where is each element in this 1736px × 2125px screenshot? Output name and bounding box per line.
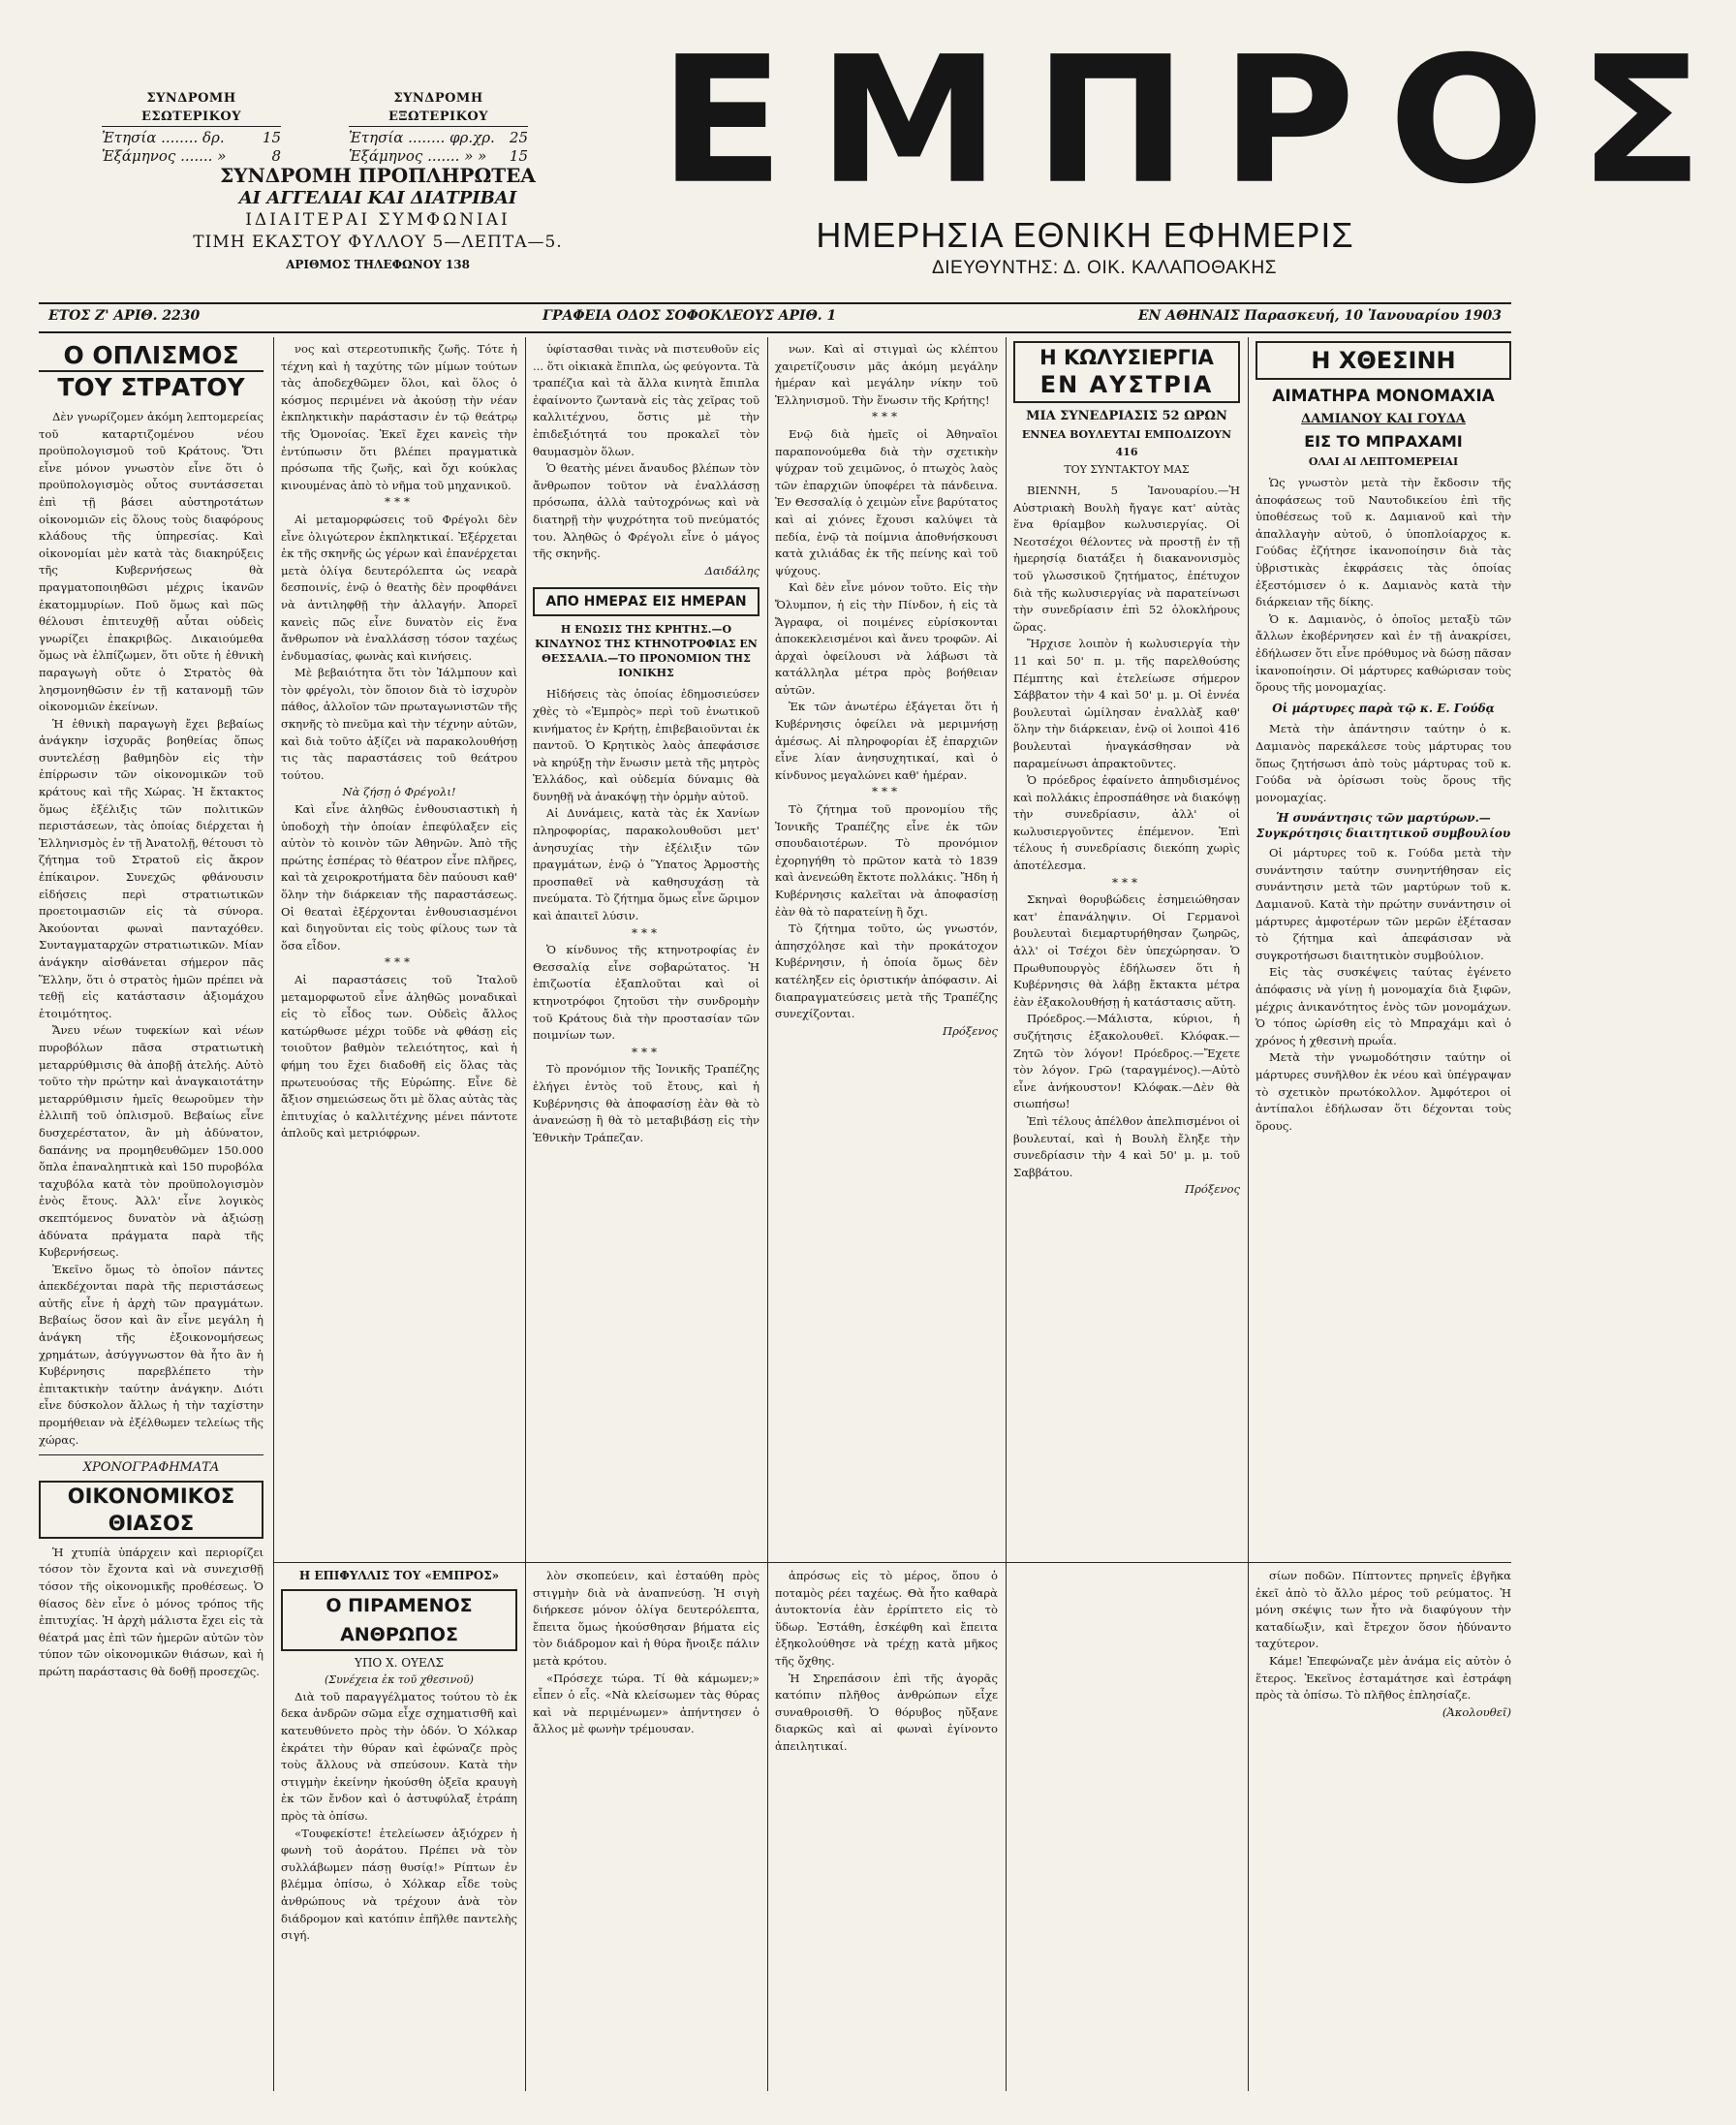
paragraph: Ενῷ διὰ ἡμεῖς οἱ Ἀθηναῖοι παραπονούμεθα διὰ τὴν σχετικὴν ψύχραν τοῦ χειμῶνος, ὁ πτωχὸς λαὸς τῶν ἐπαρχιῶν ὑποφέρει τὰ πάνδεινα. Ἐν Θεσσαλίᾳ ὁ χειμὼν εἶνε βαρύτατος καὶ αἱ χιόνες ἔχουσι καλύψει τὰ πεδία, ἐνῷ τὰ ποίμνια ἀποθνήσκουσι κατὰ χιλιάδας ἐκ τῆς πείνης καὶ τοῦ ψύχους. xyxy=(775,426,998,578)
paragraph: Ηἰδήσεις τὰς ὁποίας ἐδημοσιεύσεν χθὲς τὸ «Ἐμπρὸς» περὶ τοῦ ἐνωτικοῦ κινήματος ἐν Κρήτῃ, ἐπιβεβαιοῦνται ἐκ παντοῦ. Ὁ Κρητικὸς λαὸς ἀπεφάσισε νὰ κηρύξῃ τὴν ἕνωσιν μετὰ τῆς μητρὸς Ἑλλάδος, καὶ οὐδεμία δύναμις θὰ δυνηθῇ νὰ ἀνακόψῃ τὴν ὁρμὴν αὐτοῦ. xyxy=(533,687,760,803)
paragraph: Οἱ μάρτυρες τοῦ κ. Γούδα μετὰ τὴν συνάντησιν ταύτην συνηντήθησαν εἰς συνάντησιν μετὰ τῶν μαρτύρων τοῦ κ. Δαμιανοῦ. Κατὰ τὴν πρώτην συνάντησιν οἱ μάρτυρες ἀμφοτέρων τῶν μερῶν ἐξέτασαν τὸ ζήτημα καὶ ἀπεφάσισαν νὰ συγκροτήσωσι διαιτητικὸν συμβούλιον. xyxy=(1256,846,1511,962)
article-subtitle-duel: ΑΙΜΑΤΗΡΑ ΜΟΝΟΜΑΧΙΑ xyxy=(1272,387,1495,406)
paragraph: Τὸ ζήτημα τοῦ προνομίου τῆς Ἰονικῆς Τραπέζης εἶνε ἐκ τῶν σπουδαιοτέρων. Τὸ προνόμιον ἐχορηγήθη τὸ πρῶτον κατὰ τὸ 1839 καὶ ἀνενεώθη ἔκτοτε πολλάκις. Ἤδη ἡ Κυβέρνησις καλεῖται νὰ ἀποφασίσῃ ἐὰν θὰ τὸ παρατείνῃ ἢ ὄχι. xyxy=(775,802,998,919)
subhead: Οἱ μάρτυρες παρὰ τῷ κ. Ε. Γούδᾳ xyxy=(1272,701,1495,715)
director-line: ΔΙΕΥΘΥΝΤΗΣ: Δ. ΟΙΚ. ΚΑΛΑΠΟΘΑΚΗΣ xyxy=(932,258,1277,278)
column-3-feuilleton xyxy=(533,1568,760,2091)
column-divider xyxy=(273,337,274,2091)
paragraph: «Πρόσεχε τώρα. Τί θὰ κάμωμεν;» εἶπεν ὁ εἷς. «Νὰ κλείσωμεν τὰς θύρας καὶ νὰ περιμένωμεν» ἀπήντησεν ὁ ἄλλος μὲ φωνὴν τρέμουσαν. xyxy=(533,1671,760,1736)
prepaid-note: ΣΥΝΔΡΟΜΗ ΠΡΟΠΛΗΡΩΤΕΑ xyxy=(220,164,536,187)
signature: (Ἀκολουθεῖ) xyxy=(1442,1704,1511,1719)
subscription-foreign-heading: ΣΥΝΔΡΟΜΗ ΕΞΩΤΕΡΙΚΟΥ xyxy=(349,89,528,127)
paragraph: Καὶ εἶνε ἀληθῶς ἐνθουσιαστικὴ ἡ ὑποδοχὴ τὴν ὁποίαν ἐπεφύλαξεν εἰς αὐτὸν τὸ κοινὸν τῶν Ἀθηνῶν. Ἀπὸ τῆς πρώτης ἑσπέρας τὸ θέατρον εἶνε πλῆρες, καὶ τὰ χειροκροτήματα δὲν παύουσι καθ' ὅλην τὴν διάρκειαν τῆς παραστάσεως. Οἱ θεαταὶ ἐξέρχονται ἐνθουσιασμένοι καὶ διηγοῦνται εἰς τοὺς φίλους των τὰ ὅσα εἶδον. xyxy=(281,802,517,953)
column-divider xyxy=(1006,337,1007,2091)
novel-author: ΥΠΟ Χ. ΟΥΕΛΣ xyxy=(355,1655,444,1670)
masthead-rule-top xyxy=(39,302,1511,304)
paragraph: Ἄνευ νέων τυφεκίων καὶ νέων πυροβόλων πᾶσα στρατιωτικὴ μεταρρύθμισις θὰ ἀποβῇ ἀτελής. Αὐτὸ τοῦτο τὴν πρώτην καὶ ἀναγκαιοτάτην μεταρρύθμισιν ἡμεῖς θεωροῦμεν τὴν ἐλλιπῆ τοῦ ὁπλισμοῦ. Βεβαίως εἶνε δυσχερέστατον, ἂν μὴ ἀδύνατον, δαπάνης να προμηθευθῶμεν 150.000 ὅπλα ἐπαναληπτικὰ καὶ 150 πυροβόλα ταχυβόλα κατὰ τὸν προϋπολογισμὸν ἑνὸς ἔτους. Ἀλλ' εἶνε λογικὸς σκεπτόμενος δυνατὸν νὰ ἀξιώσῃ ἀδύνατα πράγματα παρὰ τῆς Κυβερνήσεως. xyxy=(39,1023,264,1260)
newspaper-logo: ΕΜΠΡΟΣ xyxy=(659,18,1736,223)
paragraph: Τὸ προνόμιον τῆς Ἰονικῆς Τραπέζης ἐλήγει ἐντὸς τοῦ ἔτους, καὶ ἡ Κυβέρνησις θὰ ἀποφασίσῃ ἐὰν θὰ τὸ ἀνανεώσῃ ἢ θὰ τὸ μεταβιβάσῃ εἰς τὴν Ἐθνικὴν Τράπεζαν. xyxy=(533,1062,760,1144)
paragraph: Πρόεδρος.—Μάλιστα, κύριοι, ἡ συζήτησις ἐξακολουθεῖ. Κλόφακ.—Ζητῶ τὸν λόγον! Πρόεδρος.—Ἔχετε τὸν λόγον. Γρῶ (ταραγμένος).—Αὐτὸ εἶνε ἀνήκουστον! Κλόφακ.—Δὲν θὰ σιωπήσω! xyxy=(1013,1012,1240,1111)
column-3-top xyxy=(533,341,760,1557)
section-stars: *** xyxy=(385,495,414,510)
paragraph: Διὰ τοῦ παραγγέλματος τούτου τὸ ἐκ δεκα ἀνδρῶν σῶμα εἶχε σχηματισθῆ καὶ κατευθύνετο πρὸς τὴν ὁδόν. Ὁ Χόλκαρ ἐκράτει τὴν θύραν καὶ ἐφώναζε πρὸς τοὺς ἄλλους νὰ σπεύσουν. Κατὰ τὴν στιγμὴν ἐκείνην ἠκούσθη ὀξεῖα κραυγὴ ἐκ τῶν ἔνδον καὶ ὁ ἀστυφύλαξ ἐτράπη πρὸς τὰ ὀπίσω. xyxy=(281,1689,517,1823)
section-stars: *** xyxy=(872,410,901,424)
column-1 xyxy=(39,341,264,2085)
paragraph: Ἡ ἐθνικὴ παραγωγὴ ἔχει βεβαίως ἀνάγκην ἰσχυρᾶς βοηθείας ὅπως συντελέσῃ βαθμηδὸν εἰς τὴν ἐπίρρωσιν τῶν οἰκονομικῶν τοῦ κράτους καὶ τῆς Χώρας. Ἡ ἔκτακτος ὅμως ἐξέλιξις τῶν πολιτικῶν περιστάσεων, τὰς ὁποίας διέρχεται ἡ Ἑλληνισμὸς ἐν τῇ Ἀνατολῇ, θέτουσι τὸ ζήτημα τοῦ Στρατοῦ εἰς ἄκρον ἐπίκαιρον. Συνεχῶς φθάνουσιν εἰδήσεις περὶ στρατιωτικῶν προετοιμασιῶν εἰς τὰ σύνορα. Ἀκούονται φωναὶ πανταχόθεν. Συνταγματαρχῶν στρατιωτικῶν. Μίαν ἀνάγκην αἰσθάνεται σήμερον πᾶς Ἕλλην, ὅτι ὁ στρατὸς ἡμῶν πρέπει νὰ τεθῇ εἰς κατάστασιν ἀξιομάχου ἑτοιμότητος. xyxy=(39,716,264,1020)
paragraph: Μετὰ τὴν ἀπάντησιν ταύτην ὁ κ. Δαμιανὸς παρεκάλεσε τοὺς μάρτυρας του ὅπως ζητήσωσι ἀπὸ τοὺς μάρτυρας τοῦ κ. Γούδα νὰ ὁρίσωσι τοὺς ὅρους τῆς μονομαχίας. xyxy=(1256,722,1511,804)
paragraph: Εἰς τὰς συσκέψεις ταύτας ἐγένετο ἀπόφασις νὰ γίνῃ ἡ μονομαχία διὰ ξιφῶν, μέχρις ἀνικανότητος ἑνὸς τῶν μονομάχων. Ὁ τόπος ὡρίσθη εἰς τὸ Μπραχάμι καὶ ὁ χρόνος ἡ χθεσινὴ πρωΐα. xyxy=(1256,965,1511,1047)
column-divider xyxy=(525,337,526,2091)
paragraph: Κάμε! Ἐπεφώναζε μὲν ἀνάμα εἰς αὐτὸν ὁ ἕτερος. Ἐκεῖνος ἐσταμάτησε καὶ ἐστράφη πρὸς τὰ ὀπίσω. Τὸ πλῆθος ἐπλησίαζε. xyxy=(1256,1653,1511,1703)
headline-box xyxy=(1256,341,1511,380)
paragraph: νων. Καὶ αἱ στιγμαὶ ὡς κλέπτου χαιρετίζουσιν μᾶς ἀκόμη μεγάλην ἡμέραν καὶ μεγάλην νίκην τοῦ Ἑλληνισμοῦ. Τὴν ἕνωσιν τῆς Κρήτης! xyxy=(775,342,998,407)
subhead: ΕΝΝΕΑ ΒΟΥΛΕΥΤΑΙ ΕΜΠΟΔΙΖΟΥΝ 416 xyxy=(1021,428,1232,458)
article-subtitle-filibuster: ΕΝ ΑΥΣΤΡΙΑ xyxy=(1039,371,1214,398)
feuilleton-rule xyxy=(273,1562,1511,1563)
column-subheads: Η ΕΝΩΣΙΣ ΤΗΣ ΚΡΗΤΗΣ.—Ο ΚΙΝΔΥΝΟΣ ΤΗΣ ΚΤΗΝΟΤΡΟΦΙΑΣ ΕΝ ΘΕΣΣΑΛΙΑ.—ΤΟ ΠΡΟΝΟΜΙΟΝ ΤΗΣ ΙΟΝΙΚΗΣ xyxy=(535,623,758,680)
paragraph: Ἐκ τῶν ἀνωτέρω ἐξάγεται ὅτι ἡ Κυβέρνησις ὀφείλει νὰ μεριμνήσῃ ἀμέσως. Αἱ πληροφορίαι ἐξ ἐπαρχιῶν εἶνε λίαν ἀνησυχητικαί, καὶ ὁ κίνδυνος μεγαλώνει καθ' ἡμέραν. xyxy=(775,700,998,782)
article-title-duel: Η ΧΘΕΣΙΝΗ xyxy=(1311,347,1456,374)
article-subtitle-armament: ΤΟΥ ΣΤΡΑΤΟΥ xyxy=(57,373,245,401)
paragraph: Ὁ θεατὴς μένει ἄναυδος βλέπων τὸν ἄνθρωπον τοῦτον νὰ ἐναλλάσσῃ πρόσωπα, ἀλλὰ ταὐτοχρόνως καὶ νὰ διατηρῇ τὴν ψυχρότητα τοῦ πνεύματός του. Ἀληθῶς ὁ Φρέγολι εἶνε ὁ μάγος τῆς σκηνῆς. xyxy=(533,461,760,561)
section-stars: *** xyxy=(632,925,661,940)
paragraph: σίων ποδῶν. Πίπτοντες πρηνεῖς ἐβγῆκα ἐκεῖ ἀπὸ τὸ ἄλλο μέρος τοῦ ρεύματος. Ἡ μόνη σκέψις των ἦτο νὰ διαφύγουν τὴν καταδίωξιν, καὶ ἔτρεχον ὅσον ἠδύναντο ταχύτερον. xyxy=(1256,1569,1511,1651)
paragraph: Καὶ δὲν εἶνε μόνον τοῦτο. Εἰς τὴν Ὄλυμπον, ἡ εἰς τὴν Πίνδον, ἡ εἰς τὰ Ἄγραφα, οἱ ποιμένες εὑρίσκονται ἀποκεκλεισμένοι καὶ ἄνευ τροφῶν. Αἱ ἀρχαὶ ὀφείλουσι νὰ λάβωσι τὰ κατάλληλα μέτρα πρὸς βοήθειαν αὐτῶν. xyxy=(775,580,998,697)
novel-note: (Συνέχεια ἐκ τοῦ χθεσινοῦ) xyxy=(325,1673,474,1687)
special-note: ΙΔΙΑΙΤΕΡΑΙ ΣΥΜΦΩΝΙΑΙ xyxy=(245,210,511,230)
subhead: ΟΛΑΙ ΑΙ ΛΕΠΤΟΜΕΡΕΙΑΙ xyxy=(1308,455,1459,468)
column-box xyxy=(533,587,760,616)
novel-title: Ο ΠΙΡΑΜΕΝΟΣ ΑΝΘΡΩΠΟΣ xyxy=(281,1589,517,1651)
subhead: ΕΙΣ ΤΟ ΜΠΡΑΧΑΜΙ xyxy=(1304,432,1463,451)
paragraph: «Τουφεκίστε! ἐτελείωσεν ἀξιόχρεν ἡ φωνὴ τοῦ ἀοράτου. Πρέπει νὰ τὸν συλλάβωμεν πάσῃ θυσίᾳ!» Ρίπτων ἐν βλέμμα ὀπίσω, ὁ Χόλκαρ εἶδε τοὺς ἀνθρώπους νὰ τρέχουν ἀνὰ τὸν διάδρομον καὶ κατόπιν ἐπῆλθε παντελὴς σιγή. xyxy=(281,1826,517,1943)
column-divider xyxy=(767,337,768,2091)
subhead: ΔΑΜΙΑΝΟΥ ΚΑΙ ΓΟΥΔΑ xyxy=(1301,412,1466,426)
paragraph: Ὁ πρόεδρος ἐφαίνετο ἀπηυδισμένος καὶ πολλάκις ἐπροσπάθησε νὰ διακόψῃ τὴν συνεδρίασιν, ἀλλ' οἱ κωλυσιεργοῦντες ἐπέμενον. Ἐπὶ τέλους ἡ συνεδρίασις διεκόπη χωρὶς ἀποτέλεσμα. xyxy=(1013,773,1240,873)
section-stars: *** xyxy=(632,1045,661,1059)
section-stars: *** xyxy=(385,955,414,970)
paragraph: ΒΙΕΝΝΗ, 5 Ἰανουαρίου.—Ἡ Αὐστριακὴ Βουλὴ ἤγαγε κατ' αὐτὰς ἕνα θρίαμβον κωλυσιεργίας. Οἱ Νεοτσέχοι θέλοντες νὰ προστῇ ἐν τῇ ἡμερησίᾳ διατάξει ἡ διακανονισμὸς τοῦ γλωσσικοῦ ζητήματος, ἐπέτυχον διὰ τῆς κωλυσιεργίας νὰ παρατείνωσι τὴν συνεδρίασιν ἐπὶ 52 ὁλοκλήρους ὥρας. xyxy=(1013,484,1240,634)
feuilleton-label: Η ΕΠΙΦΥΛΛΙΣ ΤΟΥ «ΕΜΠΡΟΣ» xyxy=(298,1569,500,1582)
column-4-top xyxy=(775,341,998,1557)
paragraph: Μὲ βεβαιότητα ὅτι τὸν Ἰάλμπουν καὶ τὸν φρέγολι, τὸν ὅποιον διὰ τὸ ἰσχυρὸν πάθος, ἀλλοῖον τῶν πρωταγωνιστῶν τῆς σκηνῆς τὸ πνεῦμα καὶ τὴν τέχνην αὐτῶν, καὶ διὰ τοῦτο ἀξίζει νὰ παρακολουθήσῃ τις τὰς παραστάσεις τοῦ θεάτρου τούτου. xyxy=(281,666,517,782)
subscription-foreign: ΣΥΝΔΡΟΜΗ ΕΞΩΤΕΡΙΚΟΥ Ἐτησία ........ φρ.χρ. 25 Ἑξάμηνος ....... » » 15 xyxy=(349,91,528,165)
column-6-top xyxy=(1256,341,1511,1557)
section-chronicles: ΧΡΟΝΟΓΡΑΦΗΜΑΤΑ xyxy=(39,1454,264,1477)
masthead-info xyxy=(145,165,610,276)
paragraph: Σκηναὶ θορυβώδεις ἐσημειώθησαν κατ' ἐπανάληψιν. Οἱ Γερμανοὶ βουλευταὶ διεμαρτυρήθησαν ζωηρῶς, ἀλλ' οἱ Τσέχοι δὲν ὑπεχώρησαν. Ὁ Πρωθυπουργὸς ἐδήλωσεν ὅτι ἡ Κυβέρνησις θὰ λάβῃ ἔκτακτα μέτρα ἐὰν ἐξακολουθήσῃ ἡ κατάστασις αὕτη. xyxy=(1013,892,1240,1009)
paragraph: ἀπρόσως εἰς τὸ μέρος, ὅπου ὁ ποταμὸς ρέει ταχέως. Θὰ ἦτο καθαρὰ ἀυτοκτονία ἐὰν ἐρρίπτετο εἰς τὸ ὕδωρ. Ἐστάθη, ἐσκέφθη καὶ ἔπειτα ἐξηκολούθησε νὰ τρέχῃ κατὰ μῆκος τῆς ὄχθης. xyxy=(775,1569,998,1668)
subhead: ΜΙΑ ΣΥΝΕΔΡΙΑΣΙΣ 52 ΩΡΩΝ xyxy=(1026,409,1227,423)
article-title-armament: Ο ΟΠΛΙΣΜΟΣ xyxy=(39,341,264,372)
paragraph: Αἱ παραστάσεις τοῦ Ἰταλοῦ μεταμορφωτοῦ εἶνε ἀληθῶς μοναδικαὶ εἰς τὸ εἶδος των. Οὐδεὶς ἄλλος κατώρθωσε μέχρι τοῦδε νὰ φθάσῃ εἰς τοιοῦτον βαθμὸν τελειότητος, καὶ ἡ φήμη του ἔχει διαδοθῆ εἰς ὅλας τὰς πρωτευούσας τῆς Εὐρώπης. Εἶνε δὲ ἄξιον σημειώσεως ὅτι μὲ ὅλας αὐτὰς τὰς ἐπιτυχίας ὁ καλλιτέχνης μένει πάντοτε ἁπλοῦς καὶ μετριόφρων. xyxy=(281,972,517,1141)
paragraph: λὸν σκοπεύειν, καὶ ἐσταύθη πρὸς στιγμὴν διὰ νὰ ἀναπνεύσῃ. Ἡ σιγὴ διήρκεσε μόνον ὀλίγα δευτερόλεπτα, ἔπειτα ὅμως ἠκούσθησαν βήματα εἰς τὸν διάδρομον καὶ ἡ θύρα ἤνοιξε πάλιν μετὰ κρότου. xyxy=(533,1569,760,1668)
column-title-day-to-day: ΑΠΟ ΗΜΕΡΑΣ ΕΙΣ ΗΜΕΡΑΝ xyxy=(545,594,747,610)
paragraph: Μετὰ τὴν γνωμοδότησιν ταύτην οἱ μάρτυρες συνῆλθον ἐκ νέου καὶ ὑπέγραψαν τὸ σχετικὸν πρωτόκολλον. Ἀμφότεροι οἱ ἀντίπαλοι ἐδήλωσαν ὅτι δέχονται τοὺς ὅρους. xyxy=(1256,1050,1511,1133)
subhead: Ἡ συνάντησις τῶν μαρτύρων.—Συγκρότησις διαιτητικοῦ συμβουλίου xyxy=(1256,811,1511,841)
paragraph: ὑφίστασθαι τινὰς νὰ πιστευθοῦν εἰς ... ὅτι οἰκιακὰ ἔπιπλα, ὡς φεύγοντα. Τὰ τραπέζια καὶ τὰ ἄλλα κινητὰ ἔπιπλα ἐφαίνοντο ζωντανὰ εἰς τὰς χεῖρας τοῦ καλλιτέχνου, ὅστις μὲ τὴν ἐπιδεξιότητά του προκαλεῖ τὸν θαυμασμὸν ὅλων. xyxy=(533,342,760,458)
masthead-rule-bottom xyxy=(39,331,1511,333)
column-5-top xyxy=(1013,341,1240,1557)
paragraph: Ἤρχισε λοιπὸν ἡ κωλυσιεργία τὴν 11 καὶ 50' π. μ. τῆς παρελθούσης Πέμπτης καὶ ἐτελείωσε σήμερον Σάββατον τὴν 4 καὶ 50' μ. μ. Οἱ ἐννέα βουλευταὶ ὡμίλησαν ἐναλλὰξ καθ' ὅλην τὴν διάρκειαν, ἐνῷ οἱ λοιποὶ 416 βουλευταὶ ἠναγκάσθησαν νὰ παραμείνωσι ἀπρακτοῦντες. xyxy=(1013,637,1240,770)
ads-note: ΑΙ ΑΓΓΕΛΙΑΙ ΚΑΙ ΔΙΑΤΡΙΒΑΙ xyxy=(238,188,517,208)
newspaper-subtitle: ΗΜΕΡΗΣΙΑ ΕΘΝΙΚΗ ΕΦΗΜΕΡΙΣ xyxy=(816,215,1354,255)
paragraph: Ἡ χτυπίὰ ὑπάρχειν καὶ περιορίζει τόσον τὸν ἔχοντα καὶ νὰ συνεχισθῇ τόσον τῆς οἰκονομικῆς προθέσεως. Ὁ θίασος δὲν εἶνε ὁ μόνος τρόπος τῆς ἐπιτυχίας. Ἡ ἀρχὴ μάλιστα ἔχει εἰς τὰ θέατρά μας ἐπὶ τῶν ἡμερῶν αὐτῶν τὸν τύπον τῶν οἰκονομικῶν θιάσων, καὶ ἡ πρώτη παράστασις θὰ δοθῇ προσεχῶς. xyxy=(39,1545,264,1678)
paragraph: Ἐκεῖνο ὅμως τὸ ὁποῖον πάντες ἀπεκδέχονται παρὰ τῆς περιστάσεως αὐτῆς εἶνε ἡ ἀρχὴ τῶν πραγμάτων. Βεβαίως ὅσον καὶ ἂν εἶνε μεγάλη ἡ ἀνάγκη τῆς ἐξοικονομήσεως χρημάτων, ἀσύγγνωστον θὰ ἦτο ἂν ἡ Κυβέρνησις παρεβλέπετο τὴν ἐπιτακτικὴν ταύτην ἀνάγκην. Διότι εἶνε δύσκολον ἄλλως ἡ τὴν ταχίστην προμήθειαν νὰ ἐξέλθωμεν τελείως τῆς χώρας. xyxy=(39,1262,264,1447)
column-divider xyxy=(1248,337,1249,2091)
signature: Πρόξενος xyxy=(942,1023,998,1038)
phone-note: ΑΡΙΘΜΟΣ ΤΗΛΕΦΩΝΟΥ 138 xyxy=(286,258,470,271)
signature: Πρόξενος xyxy=(1184,1182,1240,1197)
dateline xyxy=(39,308,1511,329)
paragraph: Αἱ Δυνάμεις, κατὰ τὰς ἐκ Χανίων πληροφορίας, παρακολουθοῦσι μετ' ἀνησυχίας τὴν ἐξέλιξιν τῶν πραγμάτων, ἐνῷ ὁ Ὕπατος Ἁρμοστὴς προσπαθεῖ νὰ καθησυχάσῃ τὰ πνεύματα. Τὸ ζήτημα ὅμως εἶνε ὥριμον καὶ ἀπαιτεῖ λύσιν. xyxy=(533,806,760,923)
paragraph: Ὡς γνωστὸν μετὰ τὴν ἔκδοσιν τῆς ἀποφάσεως τοῦ Ναυτοδικείου ἐπὶ τῆς ὑποθέσεως τοῦ κ. Δαμιανοῦ καὶ τὴν ἀπαλλαγὴν αὐτοῦ, ὁ ὑποπλοίαρχος κ. Γούδας ἐζήτησε ἱκανοποίησιν διὰ τὰς ὑβριστικὰς ἐκφράσεις τὰς ὁποίας ἐξεστόμισεν ὁ κ. Δαμιανὸς κατὰ τὴν διάρκειαν τῆς δίκης. xyxy=(1256,476,1511,609)
paragraph: Ἡ Σηρεπάσοιν ἐπὶ τῆς ἀγορᾶς κατόπιν πλῆθος ἀνθρώπων εἶχε συναθροισθῆ. Ὁ θόρυβος ηὔξανε διαρκῶς καὶ αἱ φωναὶ ἐγίνοντο ἀπειλητικαί. xyxy=(775,1671,998,1753)
section-stars: *** xyxy=(1112,875,1141,890)
article-title-economic-troupe: ΟΙΚΟΝΟΜΙΚΟΣ ΘΙΑΣΟΣ xyxy=(39,1481,264,1539)
paragraph: Ἐπὶ τέλους ἀπέλθον ἀπελπισμένοι οἱ βουλευταί, καὶ ἡ Βουλὴ ἔληξε τὴν συνεδρίασιν τὴν 4 καὶ 50' μ. μ. τοῦ Σαββάτου. xyxy=(1013,1113,1240,1179)
paragraph: Ὁ κ. Δαμιανὸς, ὁ ὁποῖος μεταξὺ τῶν ἄλλων ἐκοβέρνησεν καὶ ἐν τῇ ἀνακρίσει, ἐδήλωσεν ὅτι εἶνε πρόθυμος νὰ δώσῃ πᾶσαν ἱκανοποίησιν. Οἱ μάρτυρες καθώρισαν τοὺς ὅρους τῆς μονομαχίας. xyxy=(1256,611,1511,695)
issue-number: ΕΤΟΣ Ζ' ΑΡΙΘ. 2230 xyxy=(48,308,201,324)
article-title-filibuster: Η ΚΩΛΥΣΙΕΡΓΙΑ xyxy=(1039,346,1214,369)
column-6-feuilleton xyxy=(1256,1568,1511,2091)
office-address: ΓΡΑΦΕΙΑ ΟΔΟΣ ΣΟΦΟΚΛΕΟΥΣ ΑΡΙΘ. 1 xyxy=(542,308,837,324)
paragraph: Δὲν γνωρίζομεν ἀκόμη λεπτομερείας τοῦ καταρτιζομένου νέου προϋπολογισμοῦ τοῦ Κράτους. Ὅτι εἶνε μόνον γνωστὸν εἶνε ὅτι ὁ προϋπολογισμὸς οὗτος συντάσσεται ἐπὶ τῇ βάσει αὐστηροτάτων οἰκονομιῶν εἰς ὅλους τοὺς διαφόρους κλάδους τῆς ὑπηρεσίας. Καὶ οἰκονομίαι μὲν κατὰ τὰς διακηρύξεις τῆς Κυβερνήσεως θὰ πραγματοποιηθῶσι μέχρις ἱκανῶν ἑκατομμυρίων. Ποῦ ὅμως καὶ πῶς θέλουσι ἐπιτευχθῇ αὗται οὐδεὶς γνωρίζει ἐπακριβῶς. Δικαιούμεθα ὅμως νὰ ἐλπίζωμεν, ὅτι οὔτε ἡ ἐθνικὴ παραγωγὴ οὔτε ὁ Στρατὸς θὰ λησμονηθῶσιν ἐν τῇ κατανομῇ τῶν οἰκονομιῶν ἐκείνων. xyxy=(39,410,264,714)
column-2-feuilleton xyxy=(281,1568,517,2091)
price-note: ΤΙΜΗ ΕΚΑΣΤΟΥ ΦΥΛΛΟΥ 5—ΛΕΠΤΑ—5. xyxy=(193,233,563,252)
column-2-top xyxy=(281,341,517,1557)
signature: Δαιδάλης xyxy=(704,563,760,578)
headline-box xyxy=(1013,341,1240,403)
subscription-domestic-heading: ΣΥΝΔΡΟΜΗ ΕΣΩΤΕΡΙΚΟΥ xyxy=(102,89,281,127)
paragraph: νος καὶ στερεοτυπικῆς ζωῆς. Τότε ἡ τέχνη καὶ ἡ ταχύτης τῶν μίμων τούτων τὰς ἀποδεχθῶμεν ὅλοι, καὶ ὅλος ὁ κόσμος περιμένει νὰ ἀκούσῃ τὴν νέαν ἐκπληκτικὴν παράστασιν ἐν τῷ θεάτρῳ τῆς Ὁμονοίας. Ἐκεῖ ἔχει κανεὶς τὴν ἐντύπωσιν ὅτι βλέπει πραγματικὰ πρόσωπα τῆς ζωῆς, καὶ ὄχι κούκλας κινουμένας ἀπὸ τὸ νῆμα τοῦ μηχανικοῦ. xyxy=(281,342,517,492)
paragraph: Τὸ ζήτημα τοῦτο, ὡς γνωστόν, ἀπησχόλησε καὶ τὴν προκάτοχον Κυβέρνησιν, ἡ ὁποία ὅμως δὲν κατέληξεν εἰς ὁριστικήν ἀπόφασιν. Αἱ διαπραγματεύσεις μετὰ τῆς Τραπέζης συνεχίζονται. xyxy=(775,922,998,1021)
paragraph: Νὰ ζήσῃ ὁ Φρέγολι! xyxy=(342,785,456,799)
section-stars: *** xyxy=(872,785,901,799)
paragraph: Αἱ μεταμορφώσεις τοῦ Φρέγολι δὲν εἶνε ὀλιγώτερον ἐκπληκτικαί. Ἐξέρχεται ἐκ τῆς σκηνῆς ὡς γέρων καὶ ἐπανέρχεται μετὰ ὀλίγα δευτερόλεπτα ὡς νεαρὰ δεσποινίς, ἐνῷ ὁ θεατὴς δὲν προφθάνει νὰ ἀντιληφθῇ τὴν ἀλλαγήν. Ἀπορεῖ κανεὶς πῶς εἶνε δυνατὸν εἰς ἕνα ἄνθρωπον νὰ ἐναλλάσσῃ τόσον ταχέως ἐνδυμασίας, φωνὰς καὶ κινήσεις. xyxy=(281,512,517,663)
paragraph: Ὁ κίνδυνος τῆς κτηνοτροφίας ἐν Θεσσαλίᾳ εἶνε σοβαρώτατος. Ἡ ἐπιζωοτία ἐξαπλοῦται καὶ οἱ κτηνοτρόφοι ζητοῦσι τὴν συνδρομὴν τοῦ Κράτους διὰ τὴν προστασίαν τῶν ποιμνίων των. xyxy=(533,943,760,1043)
subhead: ΤΟΥ ΣΥΝΤΑΚΤΟΥ ΜΑΣ xyxy=(1064,463,1190,476)
column-4-feuilleton xyxy=(775,1568,998,2091)
issue-date: ΕΝ ΑΘΗΝΑΙΣ Παρασκευή, 10 Ἰανουαρίου 1903 xyxy=(1137,308,1502,324)
subscription-domestic: ΣΥΝΔΡΟΜΗ ΕΣΩΤΕΡΙΚΟΥ Ἐτησία ........ δρ. 15 Ἑξάμηνος ....... » 8 xyxy=(102,91,281,165)
